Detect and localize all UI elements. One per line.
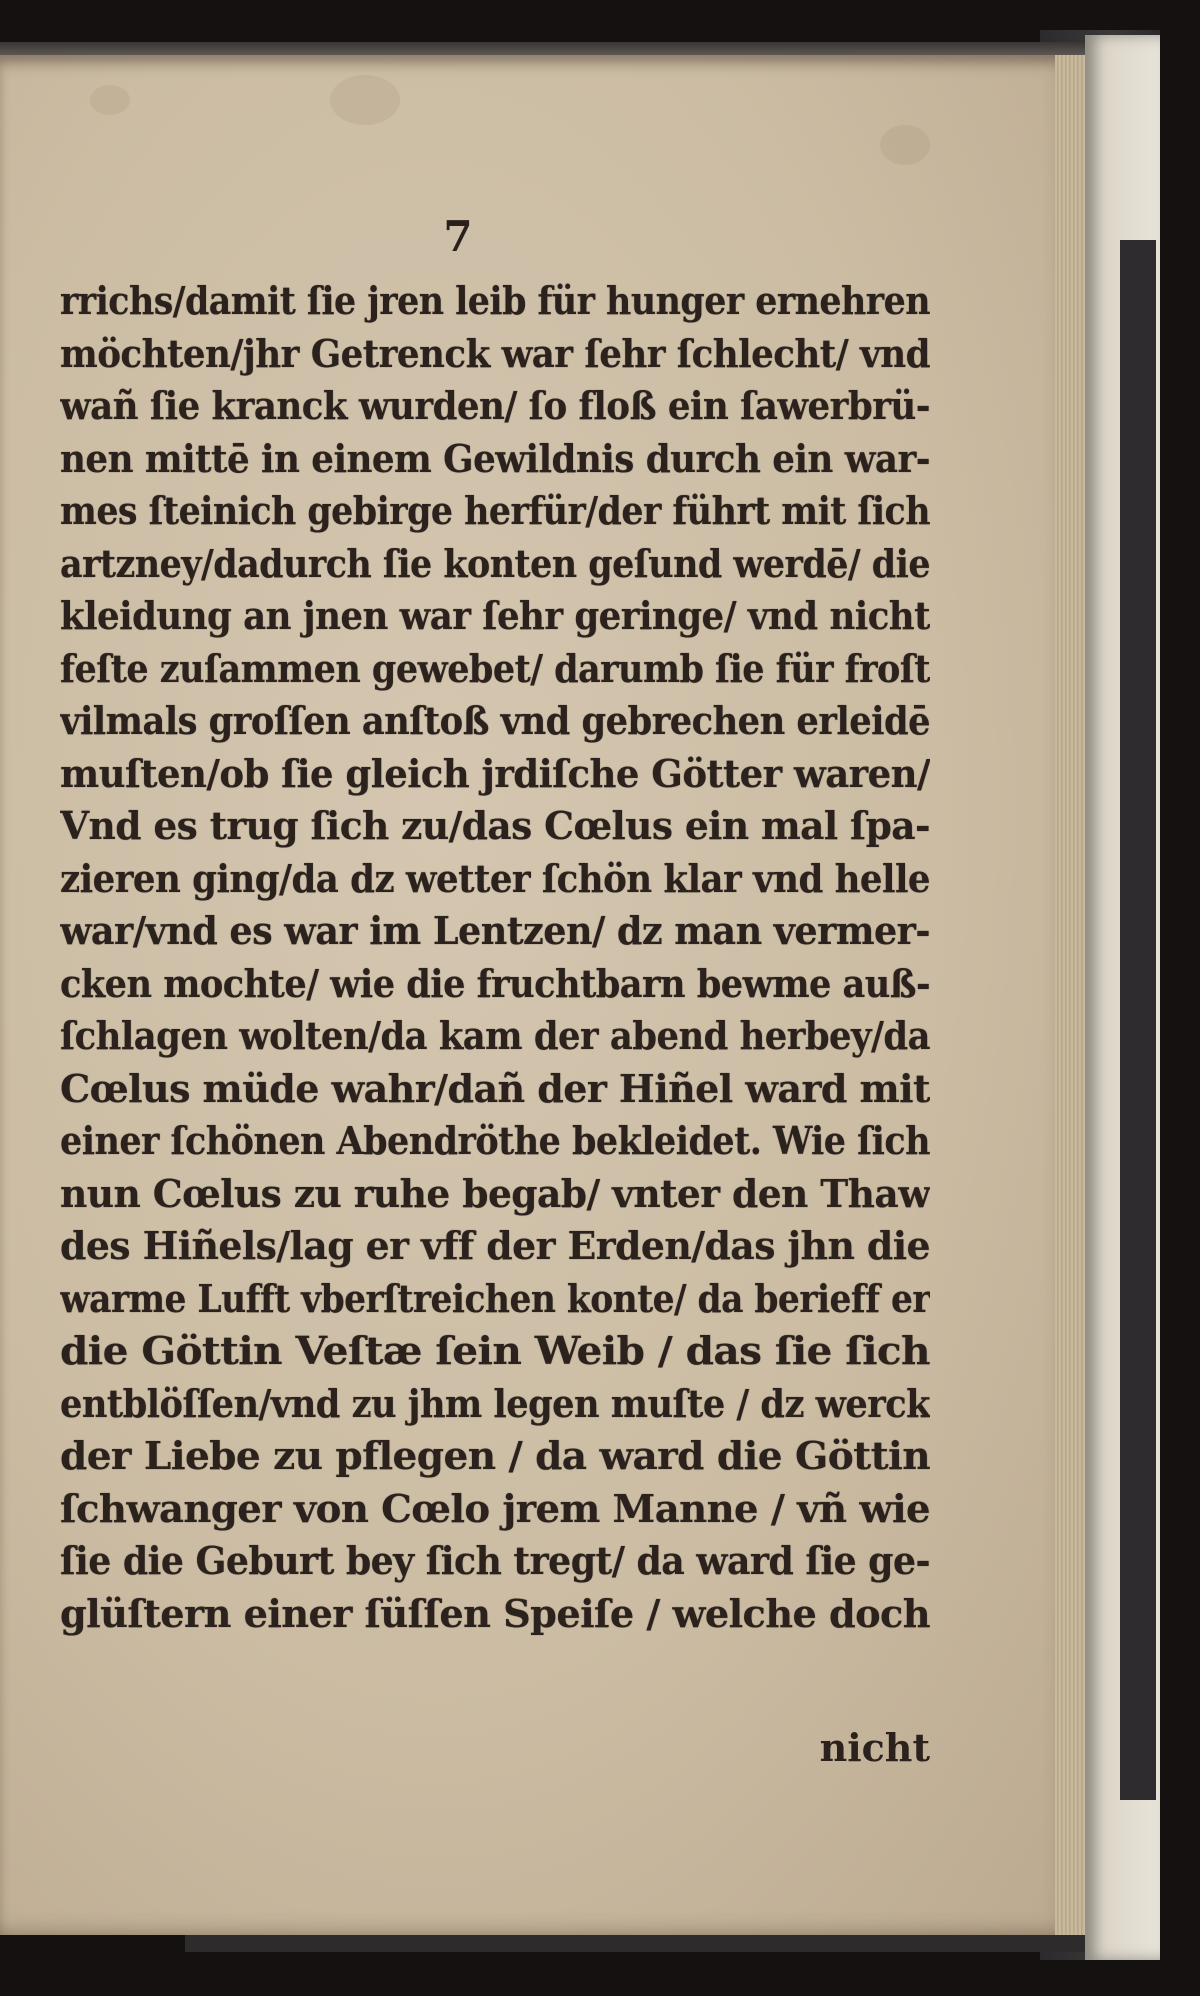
text-line: einer ſchönen Abendröthe bekleidet. Wie ſich — [60, 1118, 930, 1163]
text-line: nen mittē in einem Gewildnis durch ein war- — [60, 435, 930, 481]
text-line: möchten/jhr Getrenck war ſehr ſchlecht/ vnd — [60, 330, 930, 376]
catchword: nicht — [819, 1725, 930, 1770]
text-line: Cœlus müde wahr/dañ der Hiñel ward mit — [60, 1065, 930, 1111]
text-line: ſchlagen wolten/da kam der abend herbey/da — [60, 1013, 930, 1058]
text-line: zieren ging/da dz wetter ſchön klar vnd helle — [60, 855, 930, 901]
text-line: ſchwanger von Cœlo jrem Manne / vñ wie — [60, 1485, 930, 1531]
text-line: wañ ſie kranck wurden/ ſo floß ein ſawerbrü- — [60, 383, 930, 428]
text-line: vilmals groſſen anſtoß vnd gebrechen erleidē — [60, 698, 930, 743]
text-line: muſten/ob ſie gleich jrdiſche Götter waren/ — [60, 750, 930, 796]
text-line: des Hiñels/lag er vff der Erden/das jhn die — [60, 1223, 930, 1268]
text-line: kleidung an jnen war ſehr geringe/ vnd nicht — [60, 593, 930, 638]
page-edges — [1055, 55, 1085, 1935]
page-number: 7 — [443, 212, 473, 261]
paper-stain — [330, 75, 400, 125]
text-line: glüſtern einer ſüſſen Speiſe / welche doch — [60, 1590, 930, 1636]
text-line: rrichs/damit ſie jren leib für hunger ernehren — [60, 278, 930, 323]
paper-stain — [880, 125, 930, 165]
text-line: cken mochte/ wie die fruchtbarn bewme auß- — [60, 960, 930, 1006]
paper-stain — [90, 85, 130, 115]
text-line: ſie die Geburt bey ſich tregt/ da ward ſie ge- — [60, 1538, 930, 1583]
text-line: feſte zuſammen gewebet/ darumb ſie für froſt — [60, 645, 930, 691]
text-line: der Liebe zu pflegen / da ward die Göttin — [60, 1433, 930, 1478]
text-line: war/vnd es war im Lentzen/ dz man vermer- — [60, 908, 930, 953]
text-line: mes ſteinich gebirge herfür/der führt mit ſich — [60, 488, 930, 533]
text-line: die Göttin Veſtæ ſein Weib / das ſie ſich — [60, 1328, 930, 1373]
binding-shadow — [1120, 240, 1156, 1800]
text-line: entblöſſen/vnd zu jhm legen muſte / dz werck — [60, 1380, 930, 1426]
text-line: nun Cœlus zu ruhe begab/ vnter den Thaw — [60, 1170, 930, 1216]
text-line: Vnd es trug ſich zu/das Cœlus ein mal ſpa- — [60, 803, 930, 848]
text-line: artzney/dadurch ſie konten geſund werdē/ die — [60, 540, 930, 586]
body-text — [60, 275, 930, 1640]
text-line: warme Lufft vberſtreichen konte/ da berieff er — [60, 1275, 930, 1321]
